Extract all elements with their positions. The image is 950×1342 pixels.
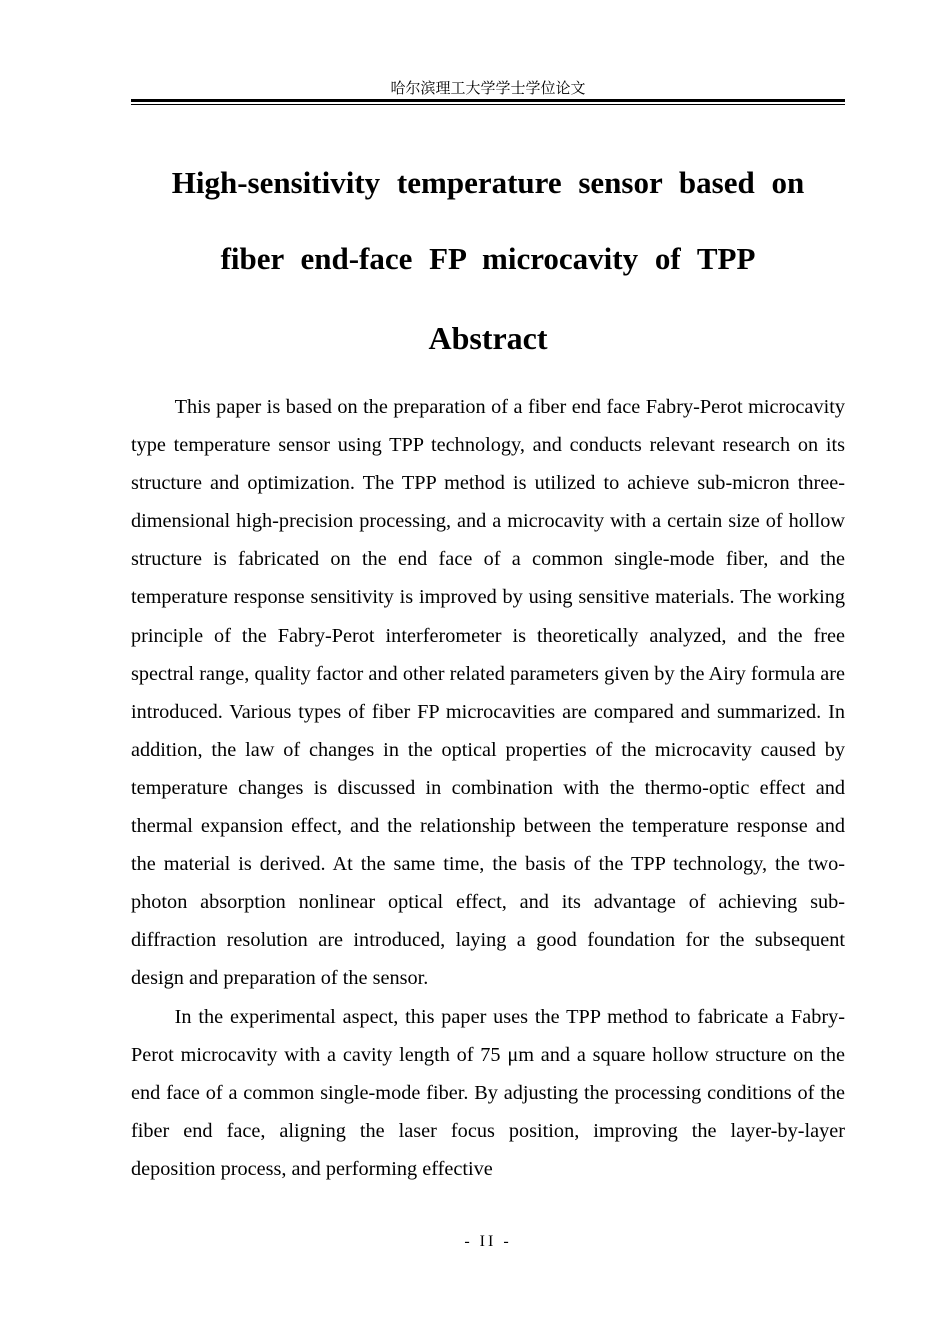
abstract-body <box>131 388 845 1188</box>
abstract-paragraph-1: This paper is based on the preparation of a fiber end face Fabry-Perot microcavity type temperature sensor using TPP technology, and conducts relevant research on its structure and optimization. The TPP method is utilized to achieve sub-micron three-dimensional high-precision processing, and a microcavity with a certain size of hollow structure is fabricated on the end face of a common single-mode fiber, and the temperature response sensitivity is improved by using sensitive materials. The working principle of the Fabry-Perot interferometer is theoretically analyzed, and the free spectral range, quality factor and other related parameters given by the Airy formula are introduced. Various types of fiber FP microcavities are compared and summarized. In addition, the law of changes in the optical properties of the microcavity caused by temperature changes is discussed in combination with the thermo-optic effect and thermal expansion effect, and the relationship between the temperature response and the material is derived. At the same time, the basis of the TPP technology, the two-photon absorption nonlinear optical effect, and its advantage of achieving sub-diffraction resolution are introduced, laying a good foundation for the subsequent design and preparation of the sensor. <box>131 396 845 990</box>
abstract-heading: Abstract <box>428 320 548 356</box>
abstract-paragraph-2: In the experimental aspect, this paper uses the TPP method to fabricate a Fabry-Perot microcavity with a cavity length of 75 μm and a square hollow structure on the end face of a common single-mode fiber. By adjusting the processing conditions of the fiber end face, aligning the laser focus position, improving the layer-by-layer deposition process, and performing effective <box>131 1005 845 1180</box>
header-rule-thick <box>131 99 845 102</box>
page-number: - II - <box>464 1233 512 1250</box>
header-rule-thin <box>131 104 845 105</box>
paper-title <box>131 145 845 297</box>
title-line-2: fiber end-face FP microcavity of TPP <box>220 241 756 276</box>
title-line-1: High-sensitivity temperature sensor based on <box>171 165 805 200</box>
running-header: 哈尔滨理工大学学士学位论文 <box>390 79 586 97</box>
